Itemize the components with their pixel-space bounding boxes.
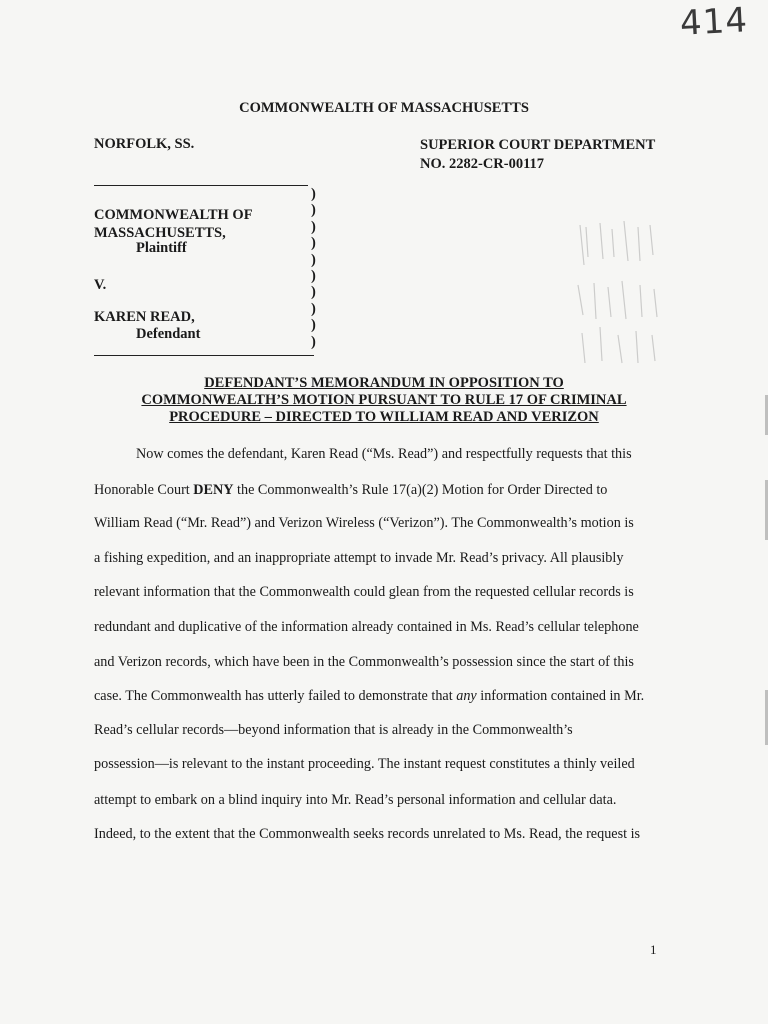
bracket-char: ) [311,333,316,350]
court-department-block [420,136,655,174]
body-line: Now comes the defendant, Karen Read (“Ms. Read”) and respectfully requests that this [136,446,632,462]
caption-bracket [311,186,316,350]
defendant-name: KAREN READ, [94,309,195,325]
body-line: William Read (“Mr. Read”) and Verizon Wireless (“Verizon”). The Commonwealth’s motion is [94,515,634,531]
body-line [94,481,607,499]
caption-bottom-rule [94,355,314,356]
title-line-1: DEFENDANT’S MEMORANDUM IN OPPOSITION TO [204,375,564,391]
clerk-stamp-mark [560,215,665,375]
body-emphasis-deny: DENY [193,482,234,498]
county-label: NORFOLK, SS. [94,136,195,152]
plaintiff-name-line2: MASSACHUSETTS, [94,225,226,241]
versus-label: V. [94,277,107,293]
bracket-char: ) [311,202,316,219]
body-text: case. The Commonwealth has utterly failed to demonstrate that [94,688,457,704]
docket-number: NO. 2282-CR-00117 [420,156,545,172]
defendant-role: Defendant [136,326,201,342]
bracket-char: ) [311,218,316,235]
body-line [94,687,644,705]
body-text: Honorable Court [94,482,194,498]
plaintiff-name-line1: COMMONWEALTH OF [94,207,253,223]
body-line: redundant and duplicative of the information already contained in Ms. Read’s cellular telephone [94,619,639,635]
body-line: and Verizon records, which have been in the Commonwealth’s possession since the start of this [94,654,634,670]
body-emphasis-any: any [456,688,477,704]
bracket-char: ) [311,317,316,334]
body-line: Indeed, to the extent that the Commonwealth seeks records unrelated to Ms. Read, the request is [94,826,641,842]
bracket-char: ) [311,284,316,301]
bracket-char: ) [311,235,316,252]
body-line: attempt to embark on a blind inquiry into Mr. Read’s personal information and cellular data. [94,792,617,808]
plaintiff-name [94,206,253,242]
bracket-char: ) [311,251,316,268]
body-line: relevant information that the Commonwealth could glean from the requested cellular records is [94,584,634,600]
body-text: information contained in Mr. [476,688,645,704]
bracket-char: ) [311,300,316,317]
body-line: a fishing expedition, and an inappropriate attempt to invade Mr. Read’s privacy. All plausibly [94,550,624,566]
court-department: SUPERIOR COURT DEPARTMENT [420,137,656,153]
body-text: the Commonwealth’s Rule 17(a)(2) Motion for Order Directed to [233,482,608,498]
court-heading: COMMONWEALTH OF MASSACHUSETTS [239,100,529,116]
body-line: Read’s cellular records—beyond information that is already in the Commonwealth’s [94,722,573,738]
page-number: 1 [650,942,657,957]
title-line-2: COMMONWEALTH’S MOTION PURSUANT TO RULE 17 OF CRIMINAL [141,392,627,408]
caption-top-rule [94,185,308,186]
bracket-char: ) [311,186,316,202]
body-line: possession—is relevant to the instant proceeding. The instant request constitutes a thinly veiled [94,756,635,772]
plaintiff-role: Plaintiff [136,240,187,256]
handwritten-page-mark: 414 [678,0,749,44]
bracket-char: ) [311,267,316,284]
title-line-3: PROCEDURE – DIRECTED TO WILLIAM READ AND VERIZON [169,409,599,425]
document-title [0,375,768,426]
